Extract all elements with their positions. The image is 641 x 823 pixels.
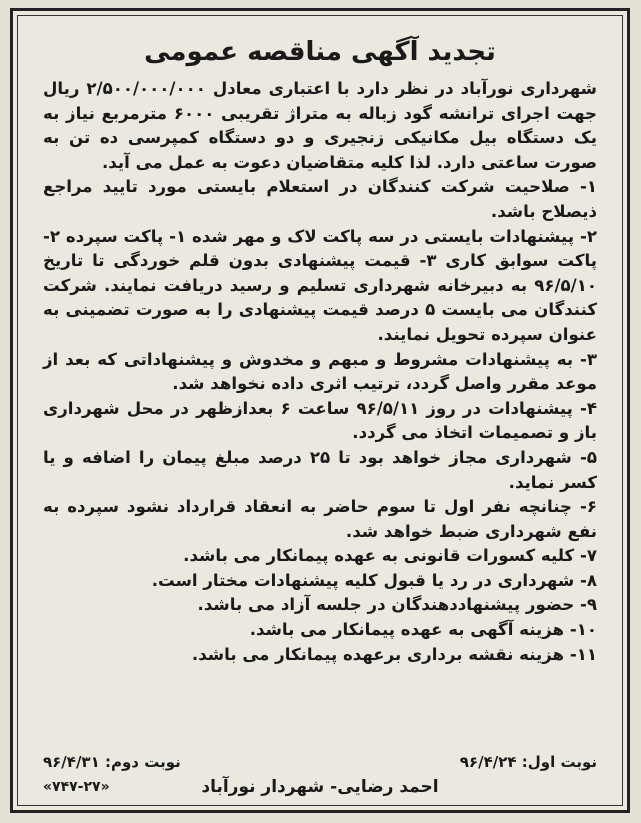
notice-item-5: ۵- شهرداری مجاز خواهد بود تا ۲۵ درصد مبلغ پیمان را اضافه و یا کسر نماید.	[43, 447, 597, 492]
notice-item-6: ۶- چنانچه نفر اول تا سوم حاضر به انعقاد قرارداد نشود سپرده به نفع شهرداری ضبط خواهد شد.	[43, 497, 597, 541]
second-turn-date: نوبت دوم: ۹۶/۴/۳۱	[43, 753, 181, 771]
signature: احمد رضایی- شهردار نورآباد	[201, 777, 439, 797]
notice-frame	[10, 8, 630, 813]
notice-title: تجدید آگهی مناقصه عمومی	[144, 37, 496, 67]
notice-item-7: ۷- کلیه کسورات قانونی به عهده پیمانکار می باشد.	[183, 546, 597, 566]
publication-turns	[43, 753, 597, 771]
notice-item-9: ۹- حضور پیشنهاددهندگان در جلسه آزاد می باشد.	[197, 595, 597, 615]
ad-code: «۷۴۷-۲۷»	[43, 779, 110, 795]
notice-body	[43, 77, 597, 667]
notice-item-2: ۲- پیشنهادات بایستی در سه پاکت لاک و مهر شده ۱- پاکت سپرده ۲- پاکت سوابق کاری ۳- قیمت پیشنهادی بدون قلم خوردگی تا تاریخ ۹۶/۵/۱۰ به دبیرخانه شهرداری تسلیم و رسید دریافت نمایند. شرکت کنندگان می بایست ۵ درصد قیمت پیشنهادی را به صورت تضمینی به عنوان سپرده تحویل نمایند.	[43, 226, 597, 344]
first-turn-date: نوبت اول: ۹۶/۴/۲۴	[459, 753, 597, 771]
notice-item-11: ۱۱- هزینه نقشه برداری برعهده پیمانکار می باشد.	[191, 644, 597, 664]
notice-intro: شهرداری نورآباد در نظر دارد با اعتباری معادل ۲/۵۰۰/۰۰۰/۰۰۰ ریال جهت اجرای ترانشه گود زباله به متراژ تقریبی ۶۰۰۰ مترمربع نیاز به یک دستگاه بیل مکانیکی زنجیری و دو دستگاه کمپرسی ده تن به صورت ساعتی دارد. لذا کلیه متقاضیان دعوت به عمل می آید.	[43, 79, 597, 172]
notice-item-3: ۳- به پیشنهادات مشروط و مبهم و مخدوش و پیشنهاداتی که بعد از موعد مقرر واصل گردد، ترتیب اثری داده نخواهد شد.	[43, 349, 597, 394]
notice-item-4: ۴- پیشنهادات در روز ۹۶/۵/۱۱ ساعت ۶ بعدازظهر در محل شهرداری باز و تصمیمات اتخاذ می گردد.	[43, 398, 597, 443]
notice-item-10: ۱۰- هزینه آگهی به عهده پیمانکار می باشد.	[249, 620, 597, 640]
notice-footer	[43, 753, 597, 797]
notice-item-8: ۸- شهرداری در رد یا قبول کلیه پیشنهادات مختار است.	[151, 570, 597, 590]
notice-item-1: ۱- صلاحیت شرکت کنندگان در استعلام بایستی مورد تایید مراجع ذیصلاح باشد.	[43, 177, 597, 221]
